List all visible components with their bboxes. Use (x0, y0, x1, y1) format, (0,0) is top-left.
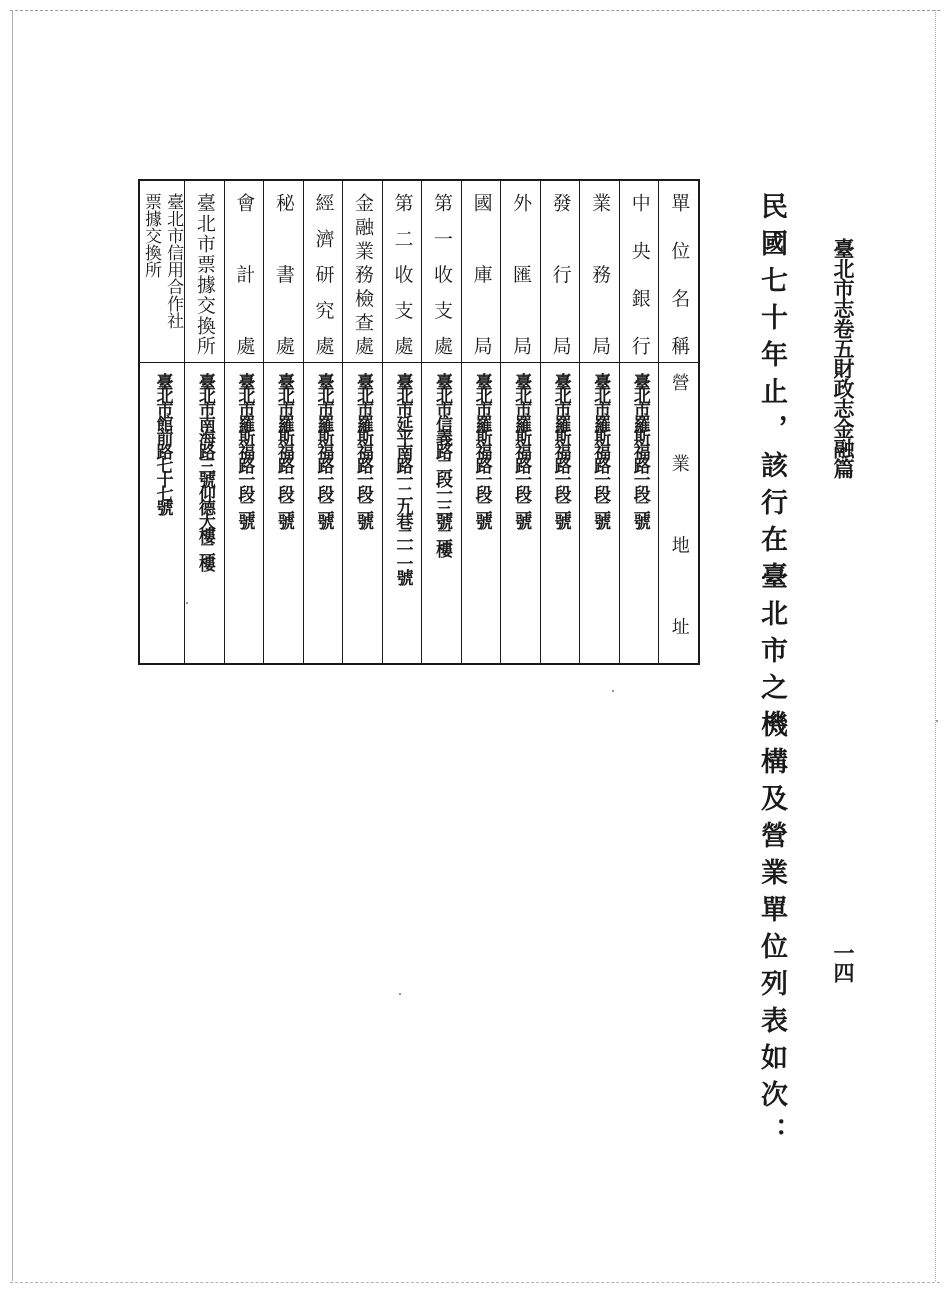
unit-address-cell (225, 363, 264, 663)
table-row (224, 181, 264, 663)
unit-address-cell (140, 363, 184, 663)
unit-address-cell (541, 363, 580, 663)
unit-name: 會計處 (233, 193, 256, 355)
table-row (303, 181, 343, 663)
table-header-column (658, 181, 698, 663)
unit-name: 秘書處 (272, 193, 295, 355)
unit-name-cell (383, 181, 422, 363)
unit-name-cell (140, 181, 184, 363)
unit-address: 臺北市羅斯福路一段二號 (590, 373, 611, 527)
unit-name: 外匯局 (510, 193, 533, 355)
unit-name (140, 193, 184, 329)
table-row (421, 181, 461, 663)
unit-name-cell (264, 181, 303, 363)
table-row (263, 181, 303, 663)
unit-name-line-1: 臺北市信用合作社 (163, 193, 184, 329)
unit-address: 臺北市羅斯福路一段二號 (234, 373, 255, 527)
scan-edge-top (10, 10, 940, 11)
unit-address-cell (620, 363, 659, 663)
unit-address: 臺北市羅斯福路一段二號 (550, 373, 571, 527)
unit-address: 臺北市南海路三號仰德大樓二樓 (194, 373, 215, 569)
scan-speck (612, 690, 614, 692)
unit-name-cell (462, 181, 501, 363)
table-row (579, 181, 619, 663)
unit-name-cell (422, 181, 461, 363)
header-name-label: 單位名稱 (668, 193, 691, 355)
unit-address-cell (304, 363, 343, 663)
table-row (461, 181, 501, 663)
unit-address-cell (501, 363, 540, 663)
header-name-cell (659, 181, 698, 363)
institutions-table (138, 179, 700, 665)
unit-name-cell (343, 181, 382, 363)
unit-address-cell (580, 363, 619, 663)
unit-address-cell (462, 363, 501, 663)
unit-name-cell (541, 181, 580, 363)
scan-edge-left (12, 10, 13, 1281)
table-row (342, 181, 382, 663)
unit-address: 臺北市延平南路一二九巷二一一號 (392, 373, 413, 583)
table-row (540, 181, 580, 663)
unit-address: 臺北市羅斯福路一段二號 (313, 373, 334, 527)
unit-address: 臺北市羅斯福路一段二號 (629, 373, 650, 527)
running-header: 臺北市志卷五財政志金融篇 (831, 238, 856, 478)
unit-address-cell (343, 363, 382, 663)
unit-name: 臺北市票據交換所 (193, 193, 216, 355)
header-address-label: 營業地址 (668, 373, 690, 635)
unit-name-cell (580, 181, 619, 363)
scan-speck (399, 993, 401, 995)
unit-name: 中央銀行 (628, 193, 651, 355)
unit-name-cell (501, 181, 540, 363)
unit-name: 第二收支處 (391, 193, 414, 355)
unit-name: 第一收支處 (431, 193, 454, 355)
unit-address: 臺北市羅斯福路一段二號 (352, 373, 373, 527)
unit-name-cell (225, 181, 264, 363)
unit-address: 臺北市羅斯福路一段二號 (471, 373, 492, 527)
unit-name-cell (620, 181, 659, 363)
scan-speck (186, 602, 188, 604)
table-row (382, 181, 422, 663)
unit-name: 發行局 (549, 193, 572, 355)
unit-address: 臺北市羅斯福路一段二號 (273, 373, 294, 527)
scan-edge-right (935, 10, 936, 1281)
unit-name: 金融業務檢查處 (351, 193, 374, 355)
table-row (619, 181, 659, 663)
table-row (140, 181, 184, 663)
unit-name-line-2: 票據交換所 (141, 193, 161, 278)
unit-name-cell (304, 181, 343, 363)
unit-name: 業務局 (589, 193, 612, 355)
table-row (500, 181, 540, 663)
unit-name: 國庫局 (470, 193, 493, 355)
unit-address: 臺北市信義路二段一三號二樓 (432, 373, 453, 555)
unit-address-cell (264, 363, 303, 663)
scan-edge-bottom (10, 1282, 940, 1283)
unit-name: 經濟研究處 (312, 193, 335, 355)
page-number: 一四 (831, 942, 856, 982)
unit-address-cell (185, 363, 224, 663)
unit-address: 臺北市館前路七十七號 (152, 373, 173, 513)
scan-speck (936, 720, 938, 722)
unit-address-cell (422, 363, 461, 663)
intro-sentence: 民國七十年止，該行在臺北市之機構及營業單位列表如次： (756, 192, 787, 1154)
unit-address: 臺北市羅斯福路一段二號 (511, 373, 532, 527)
table-row (184, 181, 224, 663)
header-address-cell (659, 363, 698, 663)
unit-name-cell (185, 181, 224, 363)
unit-address-cell (383, 363, 422, 663)
